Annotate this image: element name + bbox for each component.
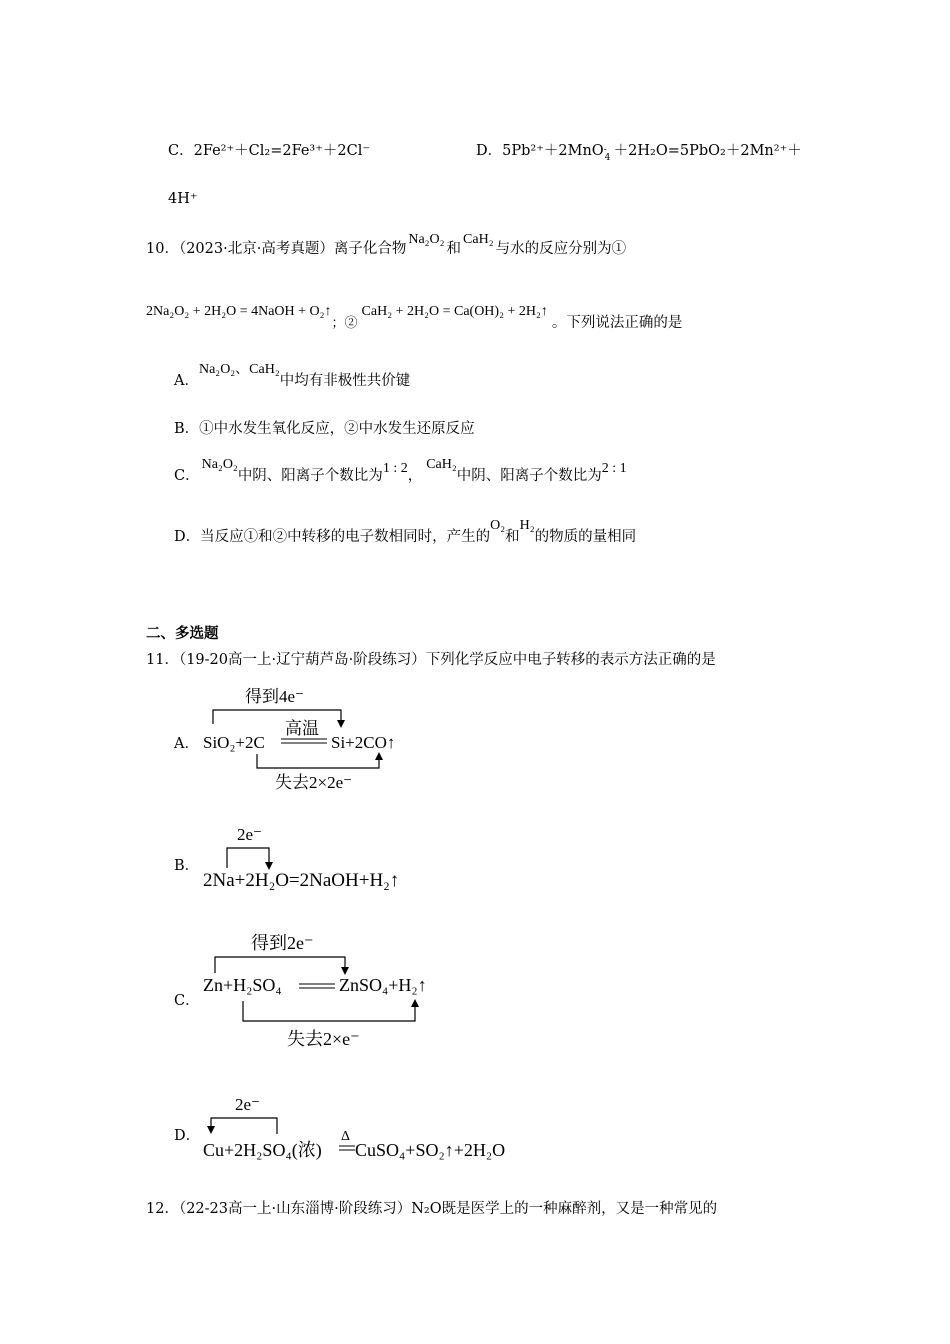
q10-option-d: [174, 518, 637, 547]
q9-c-formula: 2Fe²⁺＋Cl₂=2Fe³⁺＋2Cl⁻: [193, 143, 370, 159]
q10-source: （2023·北京·高考真题）离子化合物: [178, 241, 407, 257]
q10-c-species1: Na₂O₂: [201, 457, 238, 472]
q10-b-label: B．: [174, 421, 200, 437]
q10-d-and: 和: [505, 529, 520, 545]
q10-c-ratio1: 1 : 2: [382, 461, 408, 476]
q10-sep: ；②: [331, 316, 358, 331]
q10-c-ratio2: 2 : 1: [601, 461, 627, 476]
q10-number: 10．: [146, 241, 179, 257]
q11-d-arrowhead: [207, 1126, 215, 1134]
q10-cah2: CaH₂: [463, 232, 494, 247]
q10-option-a: [174, 362, 411, 391]
q11-a-diagram: [195, 680, 425, 795]
q10-d-text1: 当反应①和②中转移的电子数相同时，产生的: [200, 529, 491, 545]
q9-d-superscript: -: [603, 145, 607, 155]
q11-b-equation: 2Na+2H₂O=2NaOH+H₂↑: [203, 870, 400, 891]
q10-option-c: [174, 457, 627, 486]
q9-d-continuation: 4H⁺: [168, 191, 198, 207]
q11-a-loss-bracket: [257, 754, 379, 768]
q10-c-comma: ，: [407, 468, 423, 484]
q11-c-lhs: Zn+H₂SO₄: [203, 975, 282, 995]
q11-c-gain-bracket: [215, 957, 345, 973]
q10-c-text2: 中阴、阳离子个数比为: [456, 468, 602, 484]
q11-a-rhs: Si+2CO↑: [331, 733, 396, 752]
q9-d-label: D．: [476, 143, 503, 159]
q10-and: 和: [446, 241, 462, 257]
q11-a-loss-arrowhead: [375, 752, 383, 760]
q10-c-species2: CaH₂: [426, 457, 457, 472]
q10-a-species: Na₂O₂、CaH₂: [198, 362, 280, 377]
q10-stem: [146, 232, 627, 259]
q11-b-arrowhead: [265, 862, 273, 870]
q11-c-rhs: ZnSO₄+H₂↑: [339, 975, 427, 995]
q10-reactions: [146, 302, 683, 331]
q10-d-label: D．: [174, 529, 201, 545]
q11-c-loss-arrowhead: [411, 999, 419, 1007]
q10-d-h2: H₂: [519, 518, 535, 533]
q11-b-electrons: 2e⁻: [237, 825, 263, 844]
q11-d-label: D．: [174, 1128, 201, 1144]
q11-b-bracket: [227, 848, 269, 868]
q11-a-gain: 得到4e⁻: [245, 687, 305, 706]
q9-option-c: [168, 142, 370, 160]
q11-c-diagram: [195, 925, 455, 1055]
q11-stem-text: （19-20高一上·辽宁葫芦岛·阶段练习）下列化学反应中电子转移的表示方法正确的是: [178, 652, 716, 668]
q10-option-b: [174, 420, 475, 438]
q11-a-label: A．: [174, 736, 199, 752]
q10-stem-question: 。下列说法正确的是: [551, 315, 683, 331]
q10-c-text1: 中阴、阳离子个数比为: [237, 468, 383, 484]
q11-a-gain-bracket: [213, 710, 341, 724]
q10-d-text2: 的物质的量相同: [534, 529, 637, 545]
q11-b-label: B．: [174, 858, 200, 874]
q11-c-loss-bracket: [243, 1001, 415, 1021]
q11-c-loss: 失去2×e⁻: [287, 1029, 360, 1049]
q11-d-rhs: CuSO₄+SO₂↑+2H₂O: [355, 1140, 506, 1160]
q10-a-label: A．: [174, 373, 199, 389]
q10-b-text: ①中水发生氧化反应，②中水发生还原反应: [199, 421, 475, 437]
q11-d-condition: Δ: [341, 1129, 351, 1144]
q11-d-bracket: [211, 1118, 277, 1134]
q11-a-lhs: SiO₂+2C: [203, 733, 265, 752]
q11-d-electrons: 2e⁻: [235, 1095, 261, 1114]
q9-c-label: C．: [168, 143, 194, 159]
q11-a-gain-arrowhead: [337, 720, 345, 728]
q10-d-o2: O₂: [490, 518, 506, 533]
q10-c-label: C．: [174, 468, 200, 484]
q10-a-text: 中均有非极性共价键: [279, 373, 411, 389]
q10-reaction2: CaH₂ + 2H₂O = Ca(OH)₂ + 2H₂↑: [361, 304, 548, 319]
q9-d-formula-part1: 5Pb²⁺＋2MnO: [502, 143, 604, 159]
q10-reaction1: 2Na₂O₂ + 2H₂O = 4NaOH + O₂↑: [146, 304, 332, 319]
q11-b-diagram: [195, 820, 445, 895]
q11-c-gain: 得到2e⁻: [251, 933, 314, 953]
q11-c-gain-arrowhead: [341, 967, 349, 975]
q10-na2o2: Na₂O₂: [408, 232, 445, 247]
q11-a-loss: 失去2×2e⁻: [275, 773, 353, 792]
section-title: 二、多选题: [146, 625, 219, 642]
q11-number: 11．: [146, 652, 179, 668]
q11-a-condition: 高温: [285, 719, 319, 738]
q11-d-lhs: Cu+2H₂SO₄(浓): [203, 1140, 322, 1160]
q12-stem: [146, 1200, 717, 1218]
q9-d-formula-part2: ＋2H₂O=5PbO₂＋2Mn²⁺＋: [613, 143, 802, 159]
q12-stem-text: （22-23高一上·山东淄博·阶段练习）N₂O既是医学上的一种麻醉剂，又是一种常见的: [178, 1201, 718, 1217]
q11-c-label: C．: [174, 993, 200, 1009]
q12-number: 12．: [146, 1201, 179, 1217]
q9-option-d: [476, 142, 802, 163]
q11-stem: [146, 651, 716, 669]
q11-d-diagram: [195, 1090, 535, 1165]
q9-d-sub4: 4: [604, 153, 611, 163]
q10-stem-end: 与水的反应分别为①: [495, 241, 627, 257]
